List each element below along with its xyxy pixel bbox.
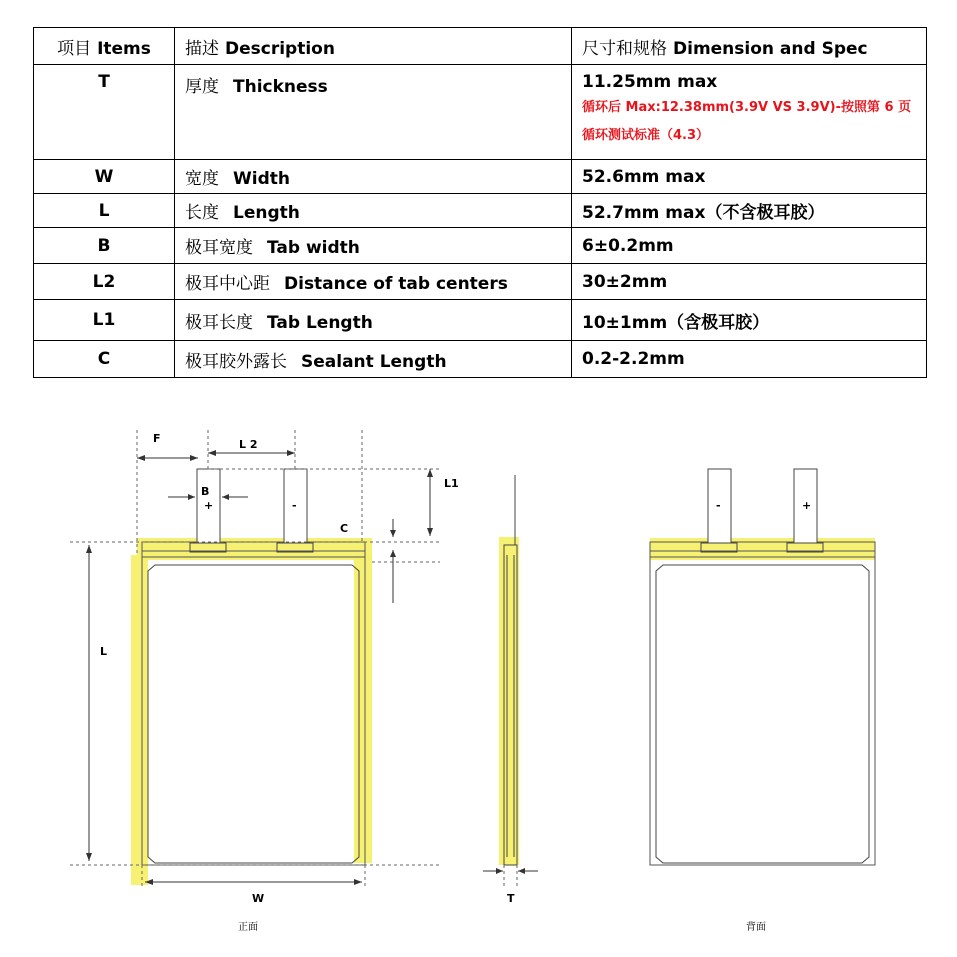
table-header-row [34, 28, 927, 65]
right-seal-highlight [354, 555, 372, 863]
label-C: C [340, 522, 349, 535]
item-cell: C [34, 341, 175, 378]
table-row [34, 228, 927, 264]
side-seal-highlight [499, 537, 519, 865]
cycle-note: 循环后 Max:12.38mm(3.9V VS 3.9V)-按照第 6 页循环测试标准（4.3） [582, 100, 912, 143]
label-T: T [507, 892, 515, 905]
label-L1: L1 [444, 477, 459, 490]
description-cell: 长度 Length [175, 194, 572, 228]
header-description: 描述 Description [175, 28, 572, 65]
back-plus-sign: + [802, 499, 812, 512]
spec-cell: 0.2-2.2mm [572, 341, 927, 378]
table-row [34, 300, 927, 341]
spec-cell: 52.6mm max [572, 160, 927, 194]
caption-front: 正面 [238, 922, 258, 933]
spec-cell: 10±1mm（含极耳胶） [572, 300, 927, 341]
label-F: F [153, 432, 161, 445]
back-minus-sign: - [716, 499, 721, 512]
spec-cell: 6±0.2mm [572, 228, 927, 264]
label-B: B [201, 485, 210, 498]
caption-back: 背面 [746, 922, 766, 933]
label-L: L [100, 645, 108, 658]
table-row [34, 65, 927, 160]
description-cell: 极耳中心距 Distance of tab centers [175, 264, 572, 300]
label-W: W [252, 892, 265, 905]
side-view [483, 475, 538, 887]
item-cell: T [34, 65, 175, 160]
back-view [650, 469, 875, 865]
header-spec: 尺寸和规格 Dimension and Spec [572, 28, 927, 65]
item-cell: L1 [34, 300, 175, 341]
front-view-labels [100, 432, 459, 933]
item-cell: B [34, 228, 175, 264]
header-items: 项目 Items [34, 28, 175, 65]
item-cell: W [34, 160, 175, 194]
table-row [34, 194, 927, 228]
description-cell: 极耳胶外露长 Sealant Length [175, 341, 572, 378]
left-seal-highlight [131, 555, 148, 885]
description-cell: 极耳宽度 Tab width [175, 228, 572, 264]
front-minus-sign: - [292, 499, 297, 512]
spec-table [33, 27, 927, 378]
table-row [34, 264, 927, 300]
spec-cell: 11.25mm max 循环后 Max:12.38mm(3.9V VS 3.9V)-按照第 6 页循环测试标准（4.3） [572, 65, 927, 160]
item-cell: L2 [34, 264, 175, 300]
spec-cell: 30±2mm [572, 264, 927, 300]
spec-cell: 52.7mm max（不含极耳胶） [572, 194, 927, 228]
front-plus-sign: + [204, 499, 214, 512]
description-cell: 极耳长度 Tab Length [175, 300, 572, 341]
front-view [70, 430, 440, 887]
table-row [34, 160, 927, 194]
table-row [34, 341, 927, 378]
description-cell: 厚度 Thickness [175, 65, 572, 160]
item-cell: L [34, 194, 175, 228]
description-cell: 宽度 Width [175, 160, 572, 194]
battery-dimension-drawing [0, 405, 957, 957]
label-L2: L 2 [239, 438, 258, 451]
